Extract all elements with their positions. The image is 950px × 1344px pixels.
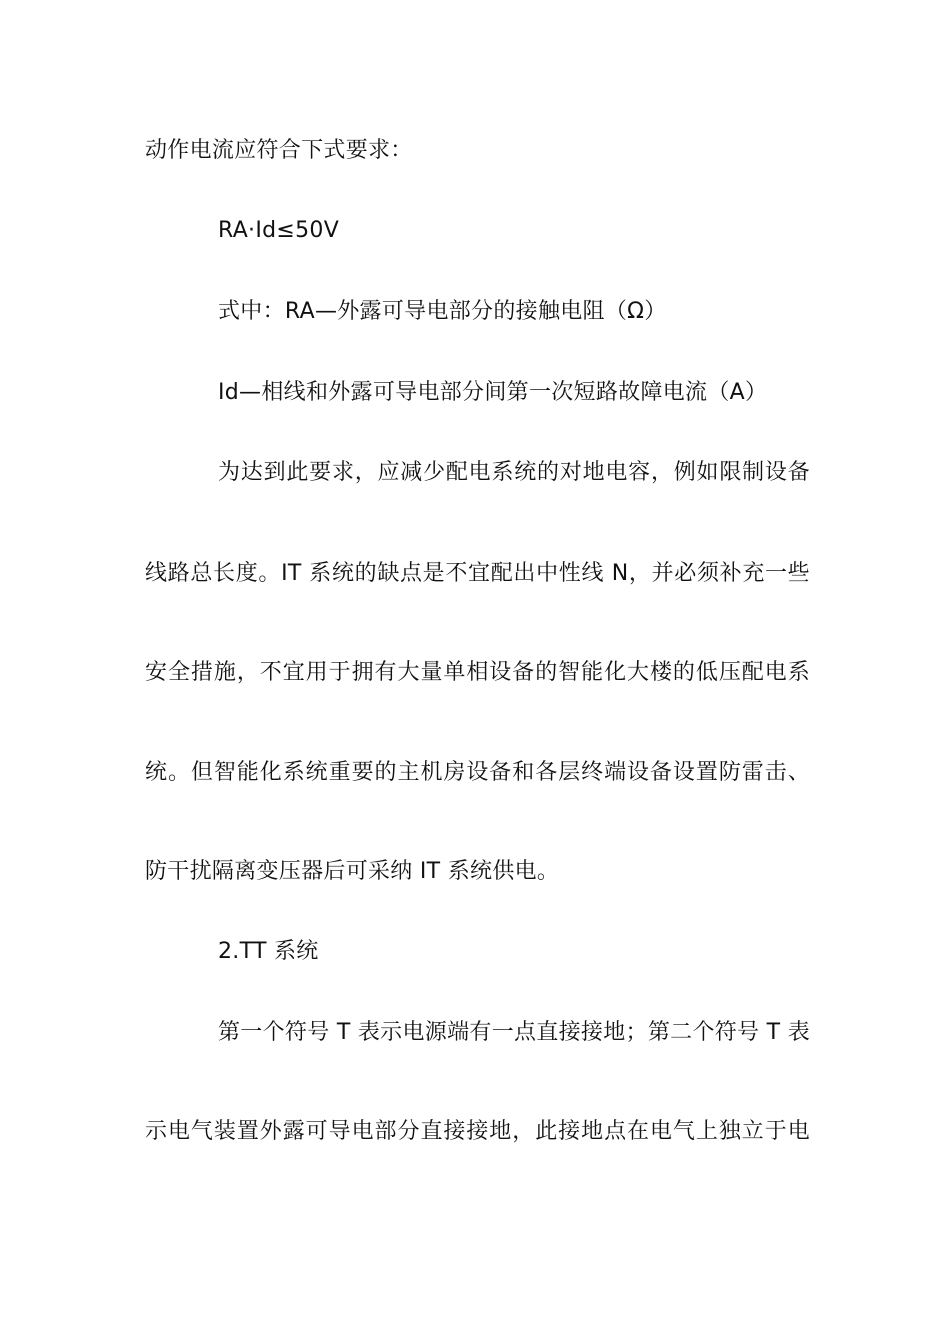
paragraph-line: 第一个符号 T 表示电源端有一点直接接地；第二个符号 T 表 [218, 1020, 810, 1045]
paragraph-line: 防干扰隔离变压器后可采纳 IT 系统供电。 [145, 859, 560, 884]
section-heading-tt-system: 2.TT 系统 [218, 939, 319, 964]
formula-line: RA·Id≤50V [218, 218, 340, 243]
paragraph-line: 线路总长度。IT 系统的缺点是不宜配出中性线 N，并必须补充一些 [145, 561, 810, 586]
paragraph-line: 为达到此要求，应减少配电系统的对地电容，例如限制设备 [218, 460, 810, 485]
formula-definition-id: Id—相线和外露可导电部分间第一次短路故障电流（A） [218, 380, 768, 405]
text-line-requirement-intro: 动作电流应符合下式要求： [145, 138, 413, 163]
paragraph-line: 示电气装置外露可导电部分直接接地，此接地点在电气上独立于电 [145, 1119, 810, 1144]
formula-definition-ra: 式中：RA—外露可导电部分的接触电阻（Ω） [218, 299, 667, 324]
paragraph-line: 统。但智能化系统重要的主机房设备和各层终端设备设置防雷击、 [145, 760, 810, 785]
paragraph-line: 安全措施，不宜用于拥有大量单相设备的智能化大楼的低压配电系 [145, 660, 810, 685]
